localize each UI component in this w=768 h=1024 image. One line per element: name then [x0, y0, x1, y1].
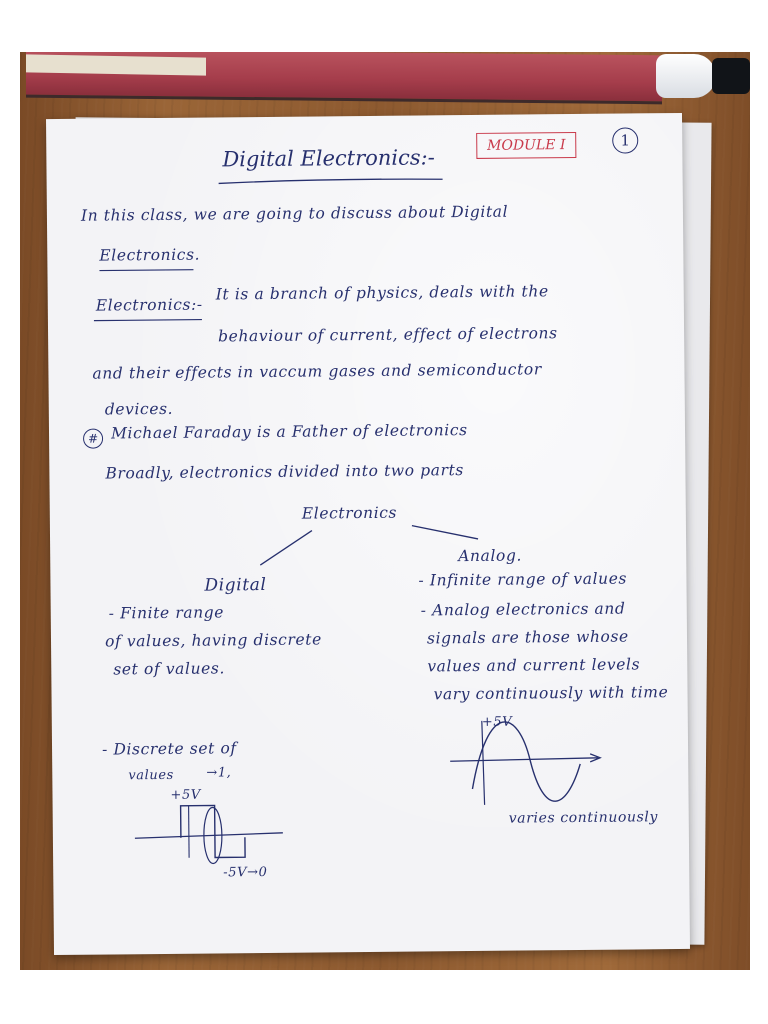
analog-heading: Analog.: [458, 546, 523, 566]
faraday-line: Michael Faraday is a Father of electronics: [110, 421, 468, 443]
analog-line-2: - Analog electronics and: [420, 599, 626, 620]
analog-plus-5v: +5V: [481, 714, 513, 730]
digital-plus-5v: +5V: [170, 787, 201, 803]
bottle: [656, 54, 716, 98]
square-wave: [133, 797, 294, 879]
analog-line-5: vary continuously with time: [433, 683, 669, 704]
discrete-line-1: - Discrete set of: [101, 739, 237, 759]
analog-line-3: signals are those whose: [426, 627, 629, 648]
definition-term: Electronics:-: [95, 295, 203, 315]
definition-line-4: devices.: [104, 399, 174, 419]
analog-caption: varies continuously: [508, 809, 658, 827]
tree-root: Electronics: [301, 503, 398, 523]
definition-line-2: behaviour of current, effect of electrons: [218, 324, 558, 346]
analog-line-4: values and current levels: [427, 655, 641, 676]
digital-line-1: - Finite range: [108, 603, 225, 623]
arrow-to-one: →1,: [206, 765, 232, 781]
notebook-pages-edge: [26, 54, 206, 75]
bottle-cap: [712, 58, 750, 94]
sine-wave: [448, 718, 619, 810]
digital-minus-5v: -5V→0: [223, 864, 268, 881]
digital-line-3: set of values.: [113, 659, 226, 679]
digital-heading: Digital: [204, 574, 267, 596]
module-tag: MODULE I: [476, 132, 576, 159]
discrete-line-2: values: [128, 767, 174, 784]
definition-line-1: It is a branch of physics, deals with the: [215, 282, 549, 304]
digital-line-2: of values, having discrete: [104, 630, 322, 651]
page-title: Digital Electronics:-: [222, 145, 435, 172]
analog-line-1: - Infinite range of values: [418, 569, 628, 590]
bullet-mark: #: [83, 429, 103, 449]
intro-line-2: Electronics.: [99, 245, 201, 265]
note-page: [46, 113, 690, 955]
page-number: 1: [612, 127, 638, 153]
intro-line-1: In this class, we are going to discuss about Digital: [80, 202, 509, 225]
photo-background: [20, 52, 750, 970]
broadly-line: Broadly, electronics divided into two parts: [105, 461, 465, 483]
definition-line-3: and their effects in vaccum gases and semiconductor: [92, 360, 542, 383]
